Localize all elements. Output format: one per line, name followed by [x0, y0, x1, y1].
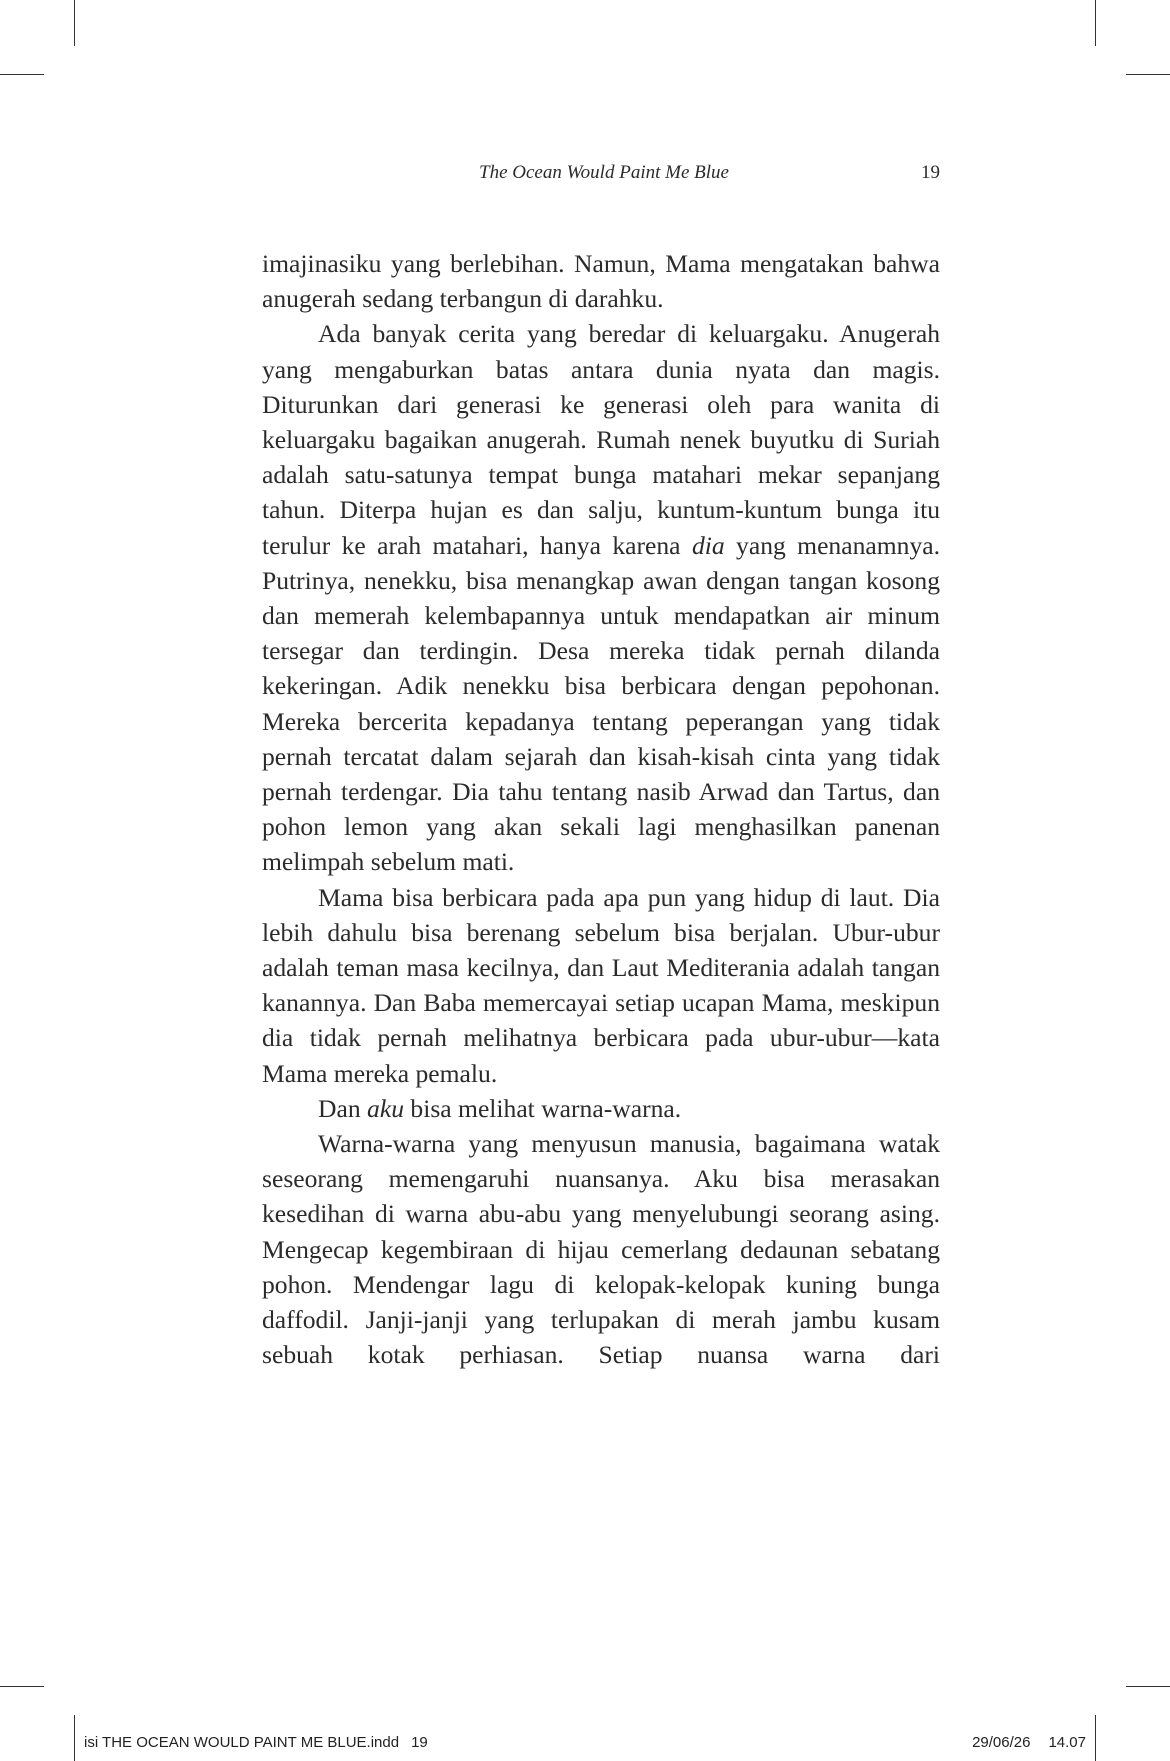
slug-time: 14.07 — [1048, 1734, 1086, 1751]
paragraph-4-text-a: Dan — [318, 1093, 368, 1123]
running-head-title: The Ocean Would Paint Me Blue — [479, 162, 729, 183]
crop-mark-top-left-h — [0, 74, 44, 75]
paragraph-1 — [262, 246, 940, 316]
crop-mark-top-right — [1095, 0, 1096, 46]
slug-file-info — [84, 1734, 428, 1751]
page-number: 19 — [921, 162, 940, 183]
paragraph-2-text-a: Ada banyak cerita yang beredar di keluargaku. Anugerah yang mengaburkan batas antara dunia nyata dan magis. Diturunkan dari generasi ke generasi oleh para wanita di keluargaku bagaikan anugerah. Rumah nenek buyutku di Suriah adalah satu-satunya tempat bunga matahari mekar sepanjang tahun. Diterpa hujan es dan salju, kuntum-kuntum bunga itu terulur ke arah matahari, hanya karena — [262, 319, 940, 560]
paragraph-5 — [262, 1126, 940, 1372]
body-text — [262, 246, 940, 1373]
paragraph-5-text: Warna-warna yang menyusun manusia, bagaimana watak seseorang memengaruhi nuansanya. Aku bisa merasakan kesedihan di warna abu-abu yang menyelubungi seorang asing. Mengecap kegembiraan di hijau cemerlang dedaunan sebatang pohon. Mendengar lagu di kelopak-kelopak kuning bunga daffodil. Janji-janji yang terlupakan di merah jambu kusam sebuah kotak perhiasan. Setiap nuansa warna dari — [262, 1129, 940, 1370]
crop-mark-bottom-left-h — [0, 1686, 44, 1687]
paragraph-2-emphasis: dia — [691, 530, 725, 560]
crop-mark-bottom-left — [74, 1715, 75, 1761]
running-head — [268, 162, 940, 190]
paragraph-3-text: Mama bisa berbicara pada apa pun yang hidup di laut. Dia lebih dahulu bisa berenang sebelum bisa berjalan. Ubur-ubur adalah teman masa kecilnya, dan Laut Mediterania adalah tangan kanannya. Dan Baba memercayai setiap ucapan Mama, meskipun dia tidak pernah melihatnya berbicara pada ubur-ubur—kata Mama mereka pemalu. — [262, 882, 940, 1088]
paragraph-3 — [262, 880, 940, 1091]
slug-date: 29/06/26 — [972, 1734, 1031, 1751]
paragraph-4-text-b: bisa melihat warna-warna. — [404, 1093, 682, 1123]
slug-page: 19 — [411, 1734, 428, 1751]
slug-file-name: isi THE OCEAN WOULD PAINT ME BLUE.indd — [84, 1734, 400, 1751]
crop-mark-top-right-h — [1126, 74, 1170, 75]
paragraph-2 — [262, 316, 940, 879]
paragraph-4 — [262, 1091, 940, 1126]
slug-timestamp — [972, 1734, 1086, 1751]
crop-mark-bottom-right — [1095, 1715, 1096, 1761]
paragraph-4-emphasis: aku — [367, 1093, 405, 1123]
paragraph-2-text-b: yang menanamnya. Putrinya, nenekku, bisa menangkap awan dengan tangan kosong dan memerah kelembapannya untuk mendapatkan air minum tersegar dan terdingin. Desa mereka tidak pernah dilanda kekeringan. Adik nenekku bisa berbicara dengan pepohonan. Mereka bercerita kepadanya tentang peperangan yang tidak pernah tercatat dalam sejarah dan kisah-kisah cinta yang tidak pernah terdengar. Dia tahu tentang nasib Arwad dan Tartus, dan pohon lemon yang akan sekali lagi menghasilkan panenan melimpah sebelum mati. — [262, 530, 941, 877]
paragraph-1-text: imajinasiku yang berlebihan. Namun, Mama mengatakan bahwa anugerah sedang terbangun di darahku. — [262, 249, 940, 314]
crop-mark-bottom-right-h — [1126, 1686, 1170, 1687]
crop-mark-top-left — [74, 0, 75, 46]
